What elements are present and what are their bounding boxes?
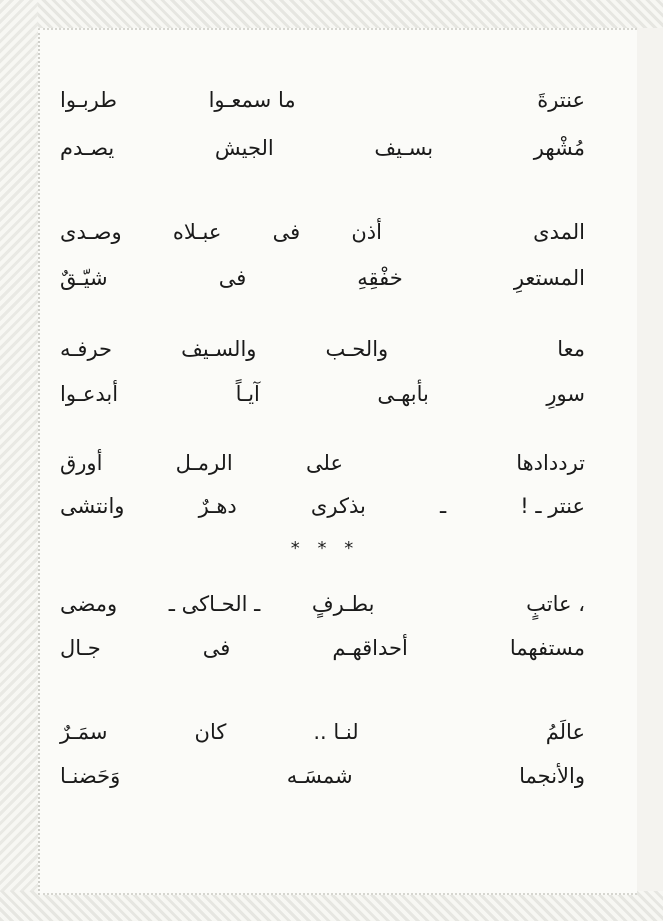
poem-word: مستفهما — [509, 636, 585, 660]
page-edge-top — [0, 0, 663, 28]
poem-word: جـال — [60, 636, 101, 660]
poem-line — [60, 762, 585, 790]
poem-word: شمسَـه — [286, 764, 353, 788]
poem-word: وَحَضنـا — [60, 764, 121, 788]
poem-word: عنتر ـ ! — [520, 494, 585, 518]
poem-word: المستعرِ — [513, 266, 585, 290]
poem-word: ومضى — [60, 592, 118, 616]
poem-word: سورِ — [546, 382, 585, 406]
poem-line — [60, 264, 585, 292]
poem-line — [60, 380, 585, 408]
poem-word: عنترةَ — [537, 88, 585, 112]
poem-word: آيـاً — [235, 382, 260, 406]
poem-line — [60, 634, 585, 662]
poem-word: فى — [218, 266, 247, 290]
poem-word: أحداقهـم — [332, 636, 408, 660]
poem-word: عبـلاه — [172, 220, 222, 244]
poem-word: عالَمُ — [545, 720, 585, 744]
poem-line — [60, 335, 585, 363]
poem-word: مُشْهر — [533, 136, 585, 160]
poem-line — [60, 218, 585, 246]
poem-word: أبدعـوا — [60, 382, 119, 406]
poem-line — [60, 492, 585, 520]
poem-word: والسـيف — [181, 337, 257, 361]
poem-line — [60, 449, 585, 477]
poem-word: ، عاتبٍ — [526, 592, 585, 616]
poem-word: معا — [557, 337, 585, 361]
section-separator: * * * — [290, 538, 360, 559]
poem-word: ـ الحـاكى ـ — [168, 592, 261, 616]
poem-word: لنـا .. — [313, 720, 359, 744]
poem-word: والأنجما — [519, 764, 585, 788]
poem-word: ترددادها — [516, 451, 585, 475]
poem-word: أذن — [351, 220, 382, 244]
poem-word: بذكرى — [310, 494, 366, 518]
poem-word: دهـرٌ — [198, 494, 237, 518]
poem-word: شيّـقٌ — [60, 266, 108, 290]
poem-word: على — [305, 451, 343, 475]
poem-line — [60, 86, 585, 114]
poem-line — [60, 590, 585, 618]
poem-word: بأبهـى — [377, 382, 429, 406]
poem-word: المدى — [533, 220, 585, 244]
poem-word: فى — [272, 220, 301, 244]
poem-line — [60, 134, 585, 162]
poem-line — [60, 718, 585, 746]
poem-word: الجيش — [214, 136, 274, 160]
poem-word: حرفـه — [60, 337, 113, 361]
poem-word: ـ — [439, 494, 447, 518]
poem-word: كان — [194, 720, 227, 744]
poem-word: الرمـل — [175, 451, 233, 475]
poem-word: أورق — [60, 451, 103, 475]
poem-word: بسـيف — [374, 136, 434, 160]
poem-word: سمَـرٌ — [60, 720, 108, 744]
poem-word: فى — [202, 636, 231, 660]
poem-word: بطـرفٍ — [311, 592, 375, 616]
poem-word: والحـب — [325, 337, 389, 361]
page-edge-bottom — [0, 891, 663, 921]
poem-word: يصـدم — [60, 136, 115, 160]
poem-word: وصـدى — [60, 220, 122, 244]
poem-word: طربـوا — [60, 88, 117, 112]
poem-word: وانتشى — [60, 494, 125, 518]
page-edge-left — [0, 0, 38, 921]
poem-word: ما سمعـوا — [208, 88, 296, 112]
poem-word: خفْقِهِ — [357, 266, 403, 290]
